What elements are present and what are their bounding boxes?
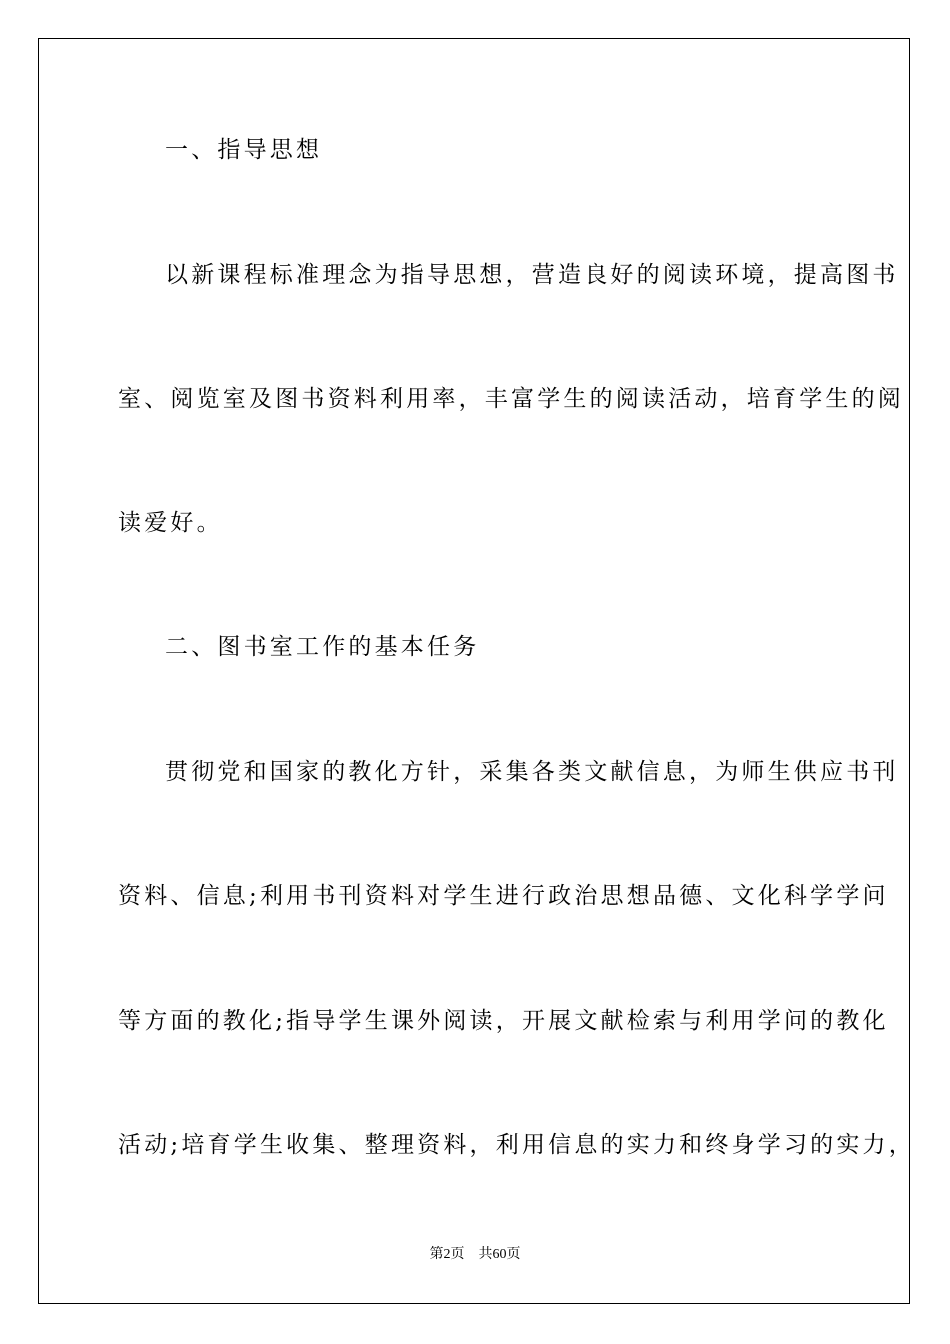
page-border bbox=[38, 38, 915, 1304]
page-total: 共60页 bbox=[478, 1247, 521, 1262]
paragraph-line: 贯彻党和国家的教化方针，采集各类文献信息，为师生供应书刊 bbox=[165, 759, 899, 785]
section-heading-basic-tasks: 二、图书室工作的基本任务 bbox=[165, 634, 480, 660]
paragraph-line: 室、阅览室及图书资料利用率，丰富学生的阅读活动，培育学生的阅 bbox=[118, 386, 904, 412]
paragraph-line: 等方面的教化;指导学生课外阅读，开展文献检索与利用学问的教化 bbox=[118, 1008, 889, 1034]
paragraph-line: 读爱好。 bbox=[118, 510, 223, 536]
page-number: 第2页 bbox=[429, 1247, 465, 1262]
paragraph-line: 活动;培育学生收集、整理资料，利用信息的实力和终身学习的实力， bbox=[118, 1132, 915, 1158]
paragraph-line: 资料、信息;利用书刊资料对学生进行政治思想品德、文化科学学问 bbox=[118, 883, 889, 909]
page-footer bbox=[0, 1245, 950, 1265]
section-heading-guiding-thought: 一、指导思想 bbox=[165, 137, 323, 163]
paragraph-line: 以新课程标准理念为指导思想，营造良好的阅读环境，提高图书 bbox=[165, 262, 899, 288]
